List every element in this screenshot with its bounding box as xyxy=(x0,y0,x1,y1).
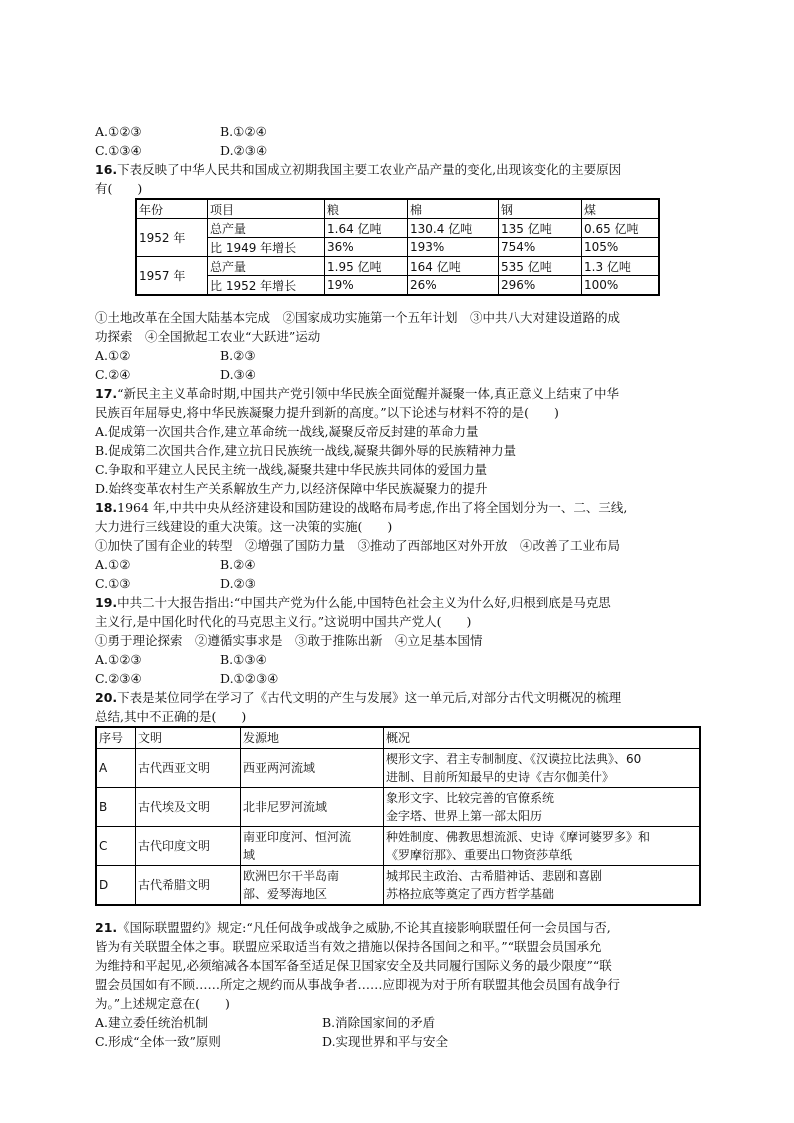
q20-origin-line: 北非尼罗河流域 xyxy=(243,800,328,814)
q16-header-cotton: 棉 xyxy=(408,199,499,219)
q20-origin-line: 西亚两河流域 xyxy=(243,761,316,775)
q21-option-d: D.实现世界和平与安全 xyxy=(322,1034,449,1049)
q20-cell-civ: 古代希腊文明 xyxy=(136,866,241,906)
q16-table xyxy=(135,198,660,296)
q17-option-a: A.促成第一次国共合作,建立革命统一战线,凝聚反帝反封建的革命力量 xyxy=(95,424,479,439)
q16-cell: 535 亿吨 xyxy=(499,257,582,276)
q21-line1: 《国际联盟盟约》规定:“凡任何战争或战争之威胁,不论其直接影响联盟任何一会员国与否, xyxy=(117,920,611,935)
q18-stem-line1: 1964 年,中共中央从经济建设和国防建设的战略布局考虑,作出了将全国划分为一、二、三线, xyxy=(117,500,628,515)
q16-cell: 754% xyxy=(499,238,582,257)
q17-stem-line1: “新民主主义革命时期,中国共产党引领中华民族全面觉醒并凝聚一体,真正意义上结束了中华 xyxy=(117,386,619,401)
q16-cell: 总产量 xyxy=(208,219,325,238)
q20-cell-id: B xyxy=(96,788,136,827)
q18-option-a: A.①② xyxy=(95,557,131,572)
q16-cell: 1.64 亿吨 xyxy=(325,219,408,238)
q16-stem xyxy=(95,160,705,179)
q20-origin-line: 欧洲巴尔干半岛南 xyxy=(243,869,340,883)
q16-table-header xyxy=(136,199,659,219)
q20-cell-origin xyxy=(241,788,384,827)
q20-cell-id: D xyxy=(96,866,136,906)
q20-summary-line: 《罗摩衍那》、重要出口物资莎草纸 xyxy=(386,848,573,862)
q16-cell: 296% xyxy=(499,276,582,296)
q19-option-b: B.①③④ xyxy=(220,652,267,667)
q15-options xyxy=(95,122,705,141)
q16-option-a: A.①② xyxy=(95,348,131,363)
q16-cell: 总产量 xyxy=(208,257,325,276)
q20-stem xyxy=(95,688,705,707)
q16-cell: 105% xyxy=(582,238,660,257)
q20-cell-summary xyxy=(384,788,701,827)
q18-option-c: C.①③ xyxy=(95,576,131,591)
q16-options-row1 xyxy=(95,346,705,365)
q20-summary-line: 进制、目前所知最早的史诗《吉尔伽美什》 xyxy=(386,770,615,784)
q16-option-d: D.③④ xyxy=(220,367,256,382)
q19-number: 19. xyxy=(95,595,118,610)
q19-stem-line1: 中共二十大报告指出:“中国共产党为什么能,中国特色社会主义为什么好,归根到底是马克思 xyxy=(117,595,611,610)
q21-option-c: C.形成“全体一致”原则 xyxy=(95,1034,221,1049)
q20-cell-summary xyxy=(384,749,701,788)
q16-year-1957: 1957 年 xyxy=(136,257,208,296)
q20-cell-civ: 古代西亚文明 xyxy=(136,749,241,788)
q21-options-row2 xyxy=(95,1032,705,1051)
q18-stem-line2: 大力进行三线建设的重大决策。这一决策的实施( ) xyxy=(95,519,393,534)
q16-option-c: C.②④ xyxy=(95,367,131,382)
table-row xyxy=(136,276,659,296)
q20-origin-line: 南亚印度河、恒河流 xyxy=(243,830,352,844)
q20-table-header xyxy=(96,727,700,749)
q20-summary-line: 楔形文字、君主专制制度、《汉谟拉比法典》、60 xyxy=(386,752,642,766)
q16-cell: 100% xyxy=(582,276,660,296)
q20-cell-civ: 古代印度文明 xyxy=(136,827,241,866)
q21-number: 21. xyxy=(95,920,118,935)
q19-stem xyxy=(95,593,705,612)
q18-options-row2 xyxy=(95,574,705,593)
q18-option-b: B.②④ xyxy=(220,557,256,572)
q20-cell-summary xyxy=(384,827,701,866)
q21-option-a: A.建立委任统治机制 xyxy=(95,1015,209,1030)
q21-option-b: B.消除国家间的矛盾 xyxy=(322,1015,436,1030)
q16-year-1952: 1952 年 xyxy=(136,219,208,257)
q20-cell-origin xyxy=(241,827,384,866)
q20-summary-line: 种姓制度、佛教思想流派、史诗《摩诃婆罗多》和 xyxy=(386,830,651,844)
table-row xyxy=(136,238,659,257)
q19-stem-line2: 主义行,是中国化时代化的马克思主义行。”这说明中国共产党人( ) xyxy=(95,614,472,629)
q21-line2: 皆为有关联盟全体之事。联盟应采取适当有效之措施以保持各国间之和平。”“联盟会员国承允 xyxy=(95,939,602,954)
q20-cell-civ: 古代埃及文明 xyxy=(136,788,241,827)
q20-cell-id: A xyxy=(96,749,136,788)
q17-option-d: D.始终变革农村生产关系解放生产力,以经济保障中华民族凝聚力的提升 xyxy=(95,481,488,496)
q20-summary-line: 城邦民主政治、古希腊神话、悲剧和喜剧 xyxy=(386,869,603,883)
q20-number: 20. xyxy=(95,690,118,705)
q17-stem-line2: 民族百年屈辱史,将中华民族凝聚力提升到新的高度。”以下论述与材料不符的是( ) xyxy=(95,405,559,420)
table-row xyxy=(96,749,700,788)
q17-option-c: C.争取和平建立人民民主统一战线,凝聚共建中华民族共同体的爱国力量 xyxy=(95,462,488,477)
q16-cell: 19% xyxy=(325,276,408,296)
table-row xyxy=(96,788,700,827)
q21-line5: 为。”上述规定意在( ) xyxy=(95,996,230,1011)
q17-stem xyxy=(95,384,705,403)
q16-cell: 164 亿吨 xyxy=(408,257,499,276)
q20-summary-line: 金字塔、世界上第一部太阳历 xyxy=(386,809,543,823)
q20-summary-line: 苏格拉底等奠定了西方哲学基础 xyxy=(386,887,555,901)
q16-header-grain: 粮 xyxy=(325,199,408,219)
q19-option-d: D.①②③④ xyxy=(220,671,279,686)
q15-options-row2 xyxy=(95,141,705,160)
q19-items: ①勇于理论探索 ②遵循实事求是 ③敢于推陈出新 ④立足基本国情 xyxy=(95,633,483,648)
q16-cell: 36% xyxy=(325,238,408,257)
q19-options-row2 xyxy=(95,669,705,688)
q21-line3: 为维持和平起见,必须缩减各本国军备至适足保卫国家安全及共同履行国际义务的最少限度”“联 xyxy=(95,958,612,973)
q20-stem-line2: 总结,其中不正确的是( ) xyxy=(95,709,247,724)
q20-summary-line: 象形文字、比较完善的官僚系统 xyxy=(386,791,555,805)
table-row xyxy=(96,866,700,906)
table-row xyxy=(96,827,700,866)
q19-options-row1 xyxy=(95,650,705,669)
q16-cell: 1.3 亿吨 xyxy=(582,257,660,276)
q20-origin-line: 部、爱琴海地区 xyxy=(243,887,328,901)
q16-cell: 比 1952 年增长 xyxy=(208,276,325,296)
q20-cell-summary xyxy=(384,866,701,906)
q21-line4: 盟会员国如有不顾……所定之规约而从事战争者……应即视为对于所有联盟其他会员国有战争行 xyxy=(95,977,621,992)
q21-options-row1 xyxy=(95,1013,705,1032)
q18-number: 18. xyxy=(95,500,118,515)
table-row xyxy=(136,257,659,276)
q16-number: 16. xyxy=(95,162,118,177)
q16-options-row2 xyxy=(95,365,705,384)
q15-option-d: D.②③④ xyxy=(220,143,268,158)
q20-table xyxy=(95,726,701,906)
q20-header-origin: 发源地 xyxy=(241,727,384,749)
q20-cell-origin xyxy=(241,749,384,788)
q21-stem xyxy=(95,918,705,937)
q19-option-c: C.②③④ xyxy=(95,671,142,686)
q16-items-line1: ①土地改革在全国大陆基本完成 ②国家成功实施第一个五年计划 ③中共八大对建设道路的成 xyxy=(95,310,621,325)
q16-header-coal: 煤 xyxy=(582,199,660,219)
q16-header-steel: 钢 xyxy=(499,199,582,219)
q17-option-b: B.促成第二次国共合作,建立抗日民族统一战线,凝聚共御外辱的民族精神力量 xyxy=(95,443,517,458)
q15-option-b: B.①②④ xyxy=(220,124,267,139)
q20-origin-line: 域 xyxy=(243,848,256,862)
q16-cell: 130.4 亿吨 xyxy=(408,219,499,238)
q20-header-id: 序号 xyxy=(96,727,136,749)
q15-option-c: C.①③④ xyxy=(95,143,142,158)
q16-stem-line2: 有( ) xyxy=(95,181,143,196)
q17-number: 17. xyxy=(95,386,118,401)
q16-cell: 1.95 亿吨 xyxy=(325,257,408,276)
q20-stem-line1: 下表是某位同学在学习了《古代文明的产生与发展》这一单元后,对部分古代文明概况的梳理 xyxy=(117,690,622,705)
q16-items-line2: 功探索 ④全国掀起工农业“大跃进”运动 xyxy=(95,329,321,344)
q16-header-item: 项目 xyxy=(208,199,325,219)
q16-cell: 比 1949 年增长 xyxy=(208,238,325,257)
q16-option-b: B.②③ xyxy=(220,348,256,363)
q16-stem-line1: 下表反映了中华人民共和国成立初期我国主要工农业产品产量的变化,出现该变化的主要原因 xyxy=(117,162,622,177)
q16-cell: 193% xyxy=(408,238,499,257)
q18-items: ①加快了国有企业的转型 ②增强了国防力量 ③推动了西部地区对外开放 ④改善了工业布局 xyxy=(95,538,621,553)
q18-stem xyxy=(95,498,705,517)
q20-header-civ: 文明 xyxy=(136,727,241,749)
q16-cell: 135 亿吨 xyxy=(499,219,582,238)
q20-header-summary: 概况 xyxy=(384,727,701,749)
q20-cell-id: C xyxy=(96,827,136,866)
table-row xyxy=(136,219,659,238)
q16-cell: 26% xyxy=(408,276,499,296)
q16-header-year: 年份 xyxy=(136,199,208,219)
q18-options-row1 xyxy=(95,555,705,574)
q19-option-a: A.①②③ xyxy=(95,652,142,667)
exam-page xyxy=(95,122,705,1051)
q15-option-a: A.①②③ xyxy=(95,124,142,139)
q16-cell: 0.65 亿吨 xyxy=(582,219,660,238)
q20-cell-origin xyxy=(241,866,384,906)
q18-option-d: D.②③ xyxy=(220,576,256,591)
